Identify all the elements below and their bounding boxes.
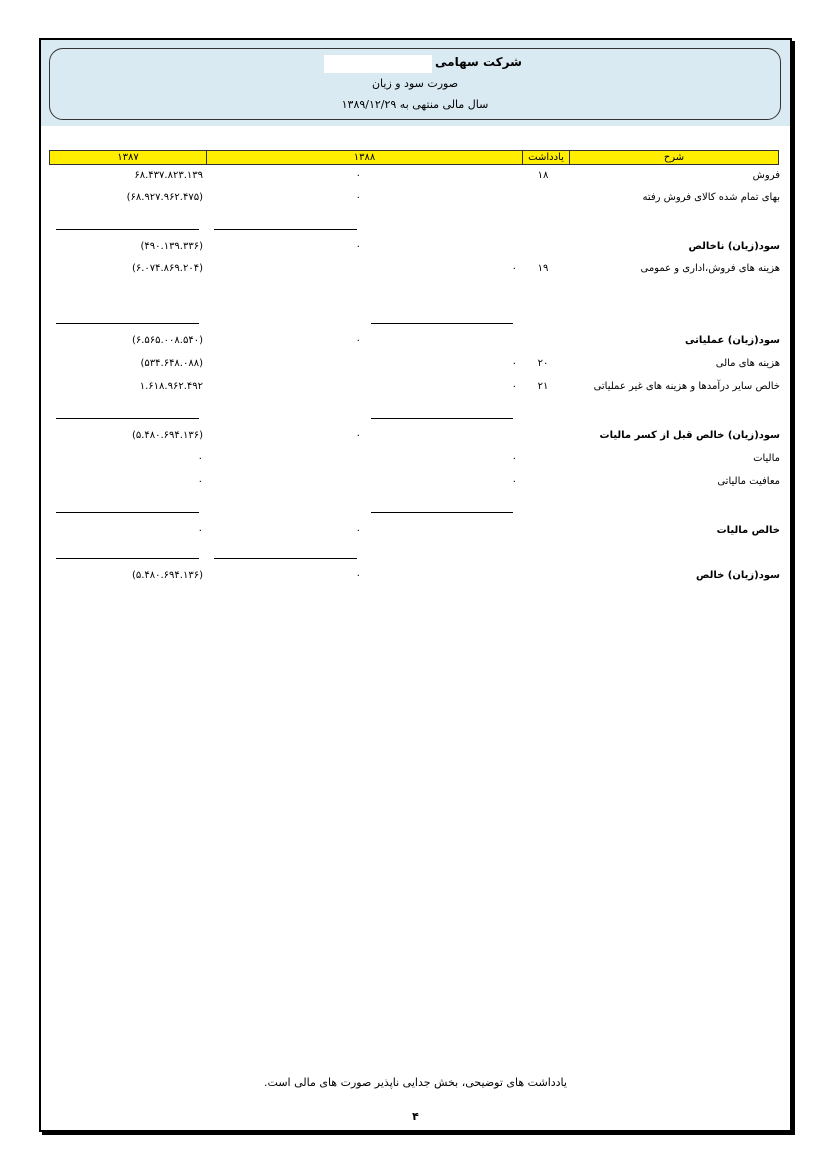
- total-rule: [214, 558, 357, 559]
- row-desc: معافیت مالیاتی: [717, 476, 780, 487]
- col-1388: ۱۳۸۸: [207, 151, 523, 164]
- row-desc: فروش: [752, 170, 780, 181]
- row-desc: سود(زیان) ناخالص: [688, 241, 780, 252]
- statement-page: [39, 38, 792, 1132]
- page-number: ۴: [412, 1110, 419, 1123]
- row-note: ۲۰: [537, 358, 549, 369]
- row-1387: ۰: [197, 476, 203, 487]
- footnote: یادداشت های توضیحی، بخش جدایی ناپذیر صورت های مالی است.: [264, 1076, 567, 1089]
- row-1387: ۶۸.۴۳۷.۸۲۳.۱۳۹: [134, 170, 203, 181]
- row-1388: ۰: [355, 430, 361, 441]
- row-1388: ۰: [511, 381, 517, 392]
- company-title: شرکت سهامی: [435, 55, 522, 69]
- row-1388: ۰: [511, 358, 517, 369]
- row-note: ۱۸: [537, 170, 549, 181]
- fiscal-period: سال مالی منتهی به ۱۳۸۹/۱۲/۲۹: [341, 98, 489, 111]
- subtotal-rule: [371, 418, 513, 419]
- row-note: ۲۱: [537, 381, 549, 392]
- subtotal-rule: [56, 418, 199, 419]
- row-desc: خالص مالیات: [716, 525, 780, 536]
- subtotal-rule: [56, 229, 199, 230]
- total-rule: [56, 558, 199, 559]
- company-name-redaction: [324, 55, 432, 73]
- row-note: ۱۹: [537, 263, 549, 274]
- col-desc: شرح: [663, 152, 685, 163]
- row-1387: (۴۹۰.۱۳۹.۳۳۶): [140, 241, 203, 252]
- row-1387: (۶.۵۶۵.۰۰۸.۵۴۰): [131, 335, 203, 346]
- row-1388: ۰: [355, 570, 361, 581]
- company-row: [50, 53, 780, 73]
- subtotal-rule: [56, 512, 199, 513]
- row-1387: (۵۳۴.۶۴۸.۰۸۸): [140, 358, 203, 369]
- row-desc: مالیات: [753, 453, 780, 464]
- header-box: [49, 48, 781, 120]
- subtotal-rule: [371, 323, 513, 324]
- subtotal-rule: [56, 323, 199, 324]
- subtotal-rule: [214, 229, 357, 230]
- row-desc: خالص سایر درآمدها و هزینه های غیر عملیاتی: [593, 381, 780, 392]
- col-note: یادداشت: [523, 151, 570, 164]
- row-1387: ۰: [197, 453, 203, 464]
- row-1388: ۰: [355, 335, 361, 346]
- table-header: [49, 150, 779, 165]
- row-1387: (۶.۰۷۴.۸۶۹.۲۰۴): [131, 263, 203, 274]
- col-1387: ۱۳۸۷: [50, 151, 207, 164]
- row-1387: (۵.۴۸۰.۶۹۴.۱۳۶): [131, 570, 203, 581]
- statement-title: صورت سود و زیان: [371, 77, 459, 90]
- row-1387: ۱.۶۱۸.۹۶۲.۴۹۲: [139, 381, 203, 392]
- row-1387: (۶۸.۹۲۷.۹۶۲.۴۷۵): [126, 192, 203, 203]
- row-1388: ۰: [355, 525, 361, 536]
- row-1387: ۰: [197, 525, 203, 536]
- row-1388: ۰: [355, 192, 361, 203]
- row-desc: بهای تمام شده کالای فروش رفته: [642, 192, 780, 203]
- row-1388: ۰: [511, 453, 517, 464]
- row-desc: هزینه های مالی: [715, 358, 780, 369]
- row-desc: سود(زیان) عملیاتی: [685, 335, 780, 346]
- row-1387: (۵.۴۸۰.۶۹۴.۱۳۶): [131, 430, 203, 441]
- row-1388: ۰: [355, 241, 361, 252]
- row-1388: ۰: [355, 170, 361, 181]
- subtotal-rule: [371, 512, 513, 513]
- row-desc: سود(زیان) خالص: [695, 570, 780, 581]
- row-desc: سود(زیان) خالص قبل از کسر مالیات: [599, 430, 780, 441]
- row-1388: ۰: [511, 476, 517, 487]
- row-1388: ۰: [511, 263, 517, 274]
- row-desc: هزینه های فروش،اداری و عمومی: [640, 263, 780, 274]
